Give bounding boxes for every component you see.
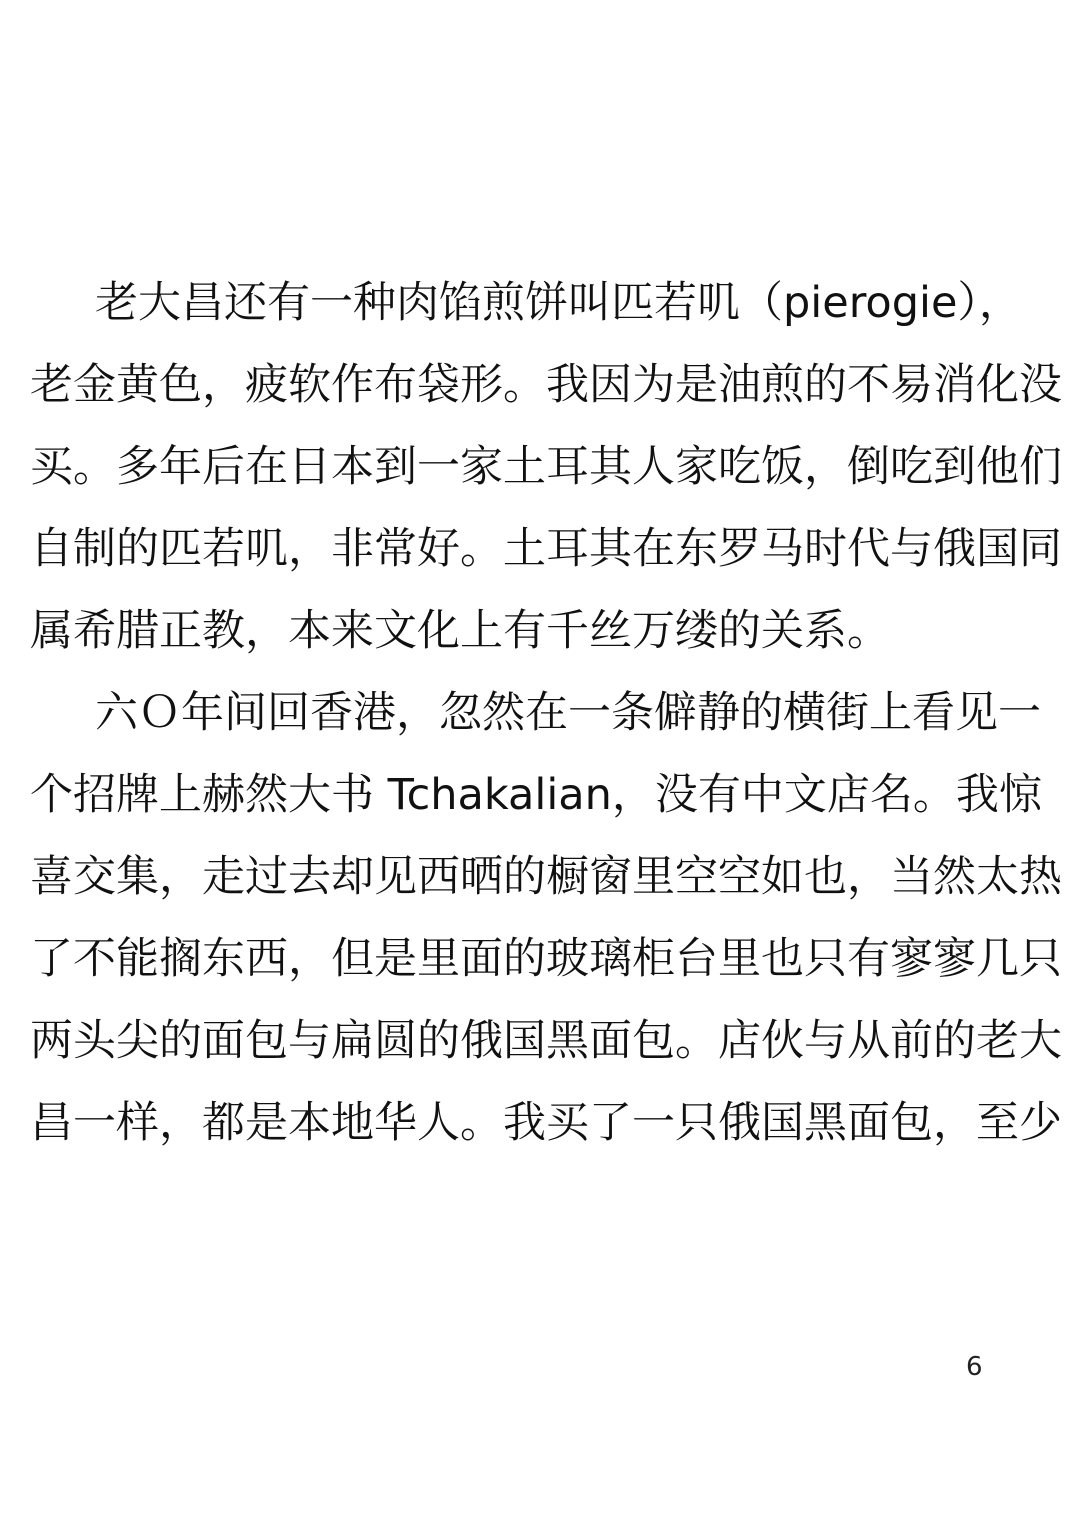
- paragraph-2-line-4: 了不能搁东西，但是里面的玻璃柜台里也只有寥寥几只: [30, 934, 1062, 984]
- paragraph-1-line-2: 老金黄色，疲软作布袋形。我因为是油煎的不易消化没: [30, 360, 1062, 410]
- paragraph-2-line-2: 个招牌上赫然大书 Tchakalian，没有中文店名。我惊: [30, 770, 1042, 820]
- paragraph-1-line-3: 买。多年后在日本到一家土耳其人家吃饭，倒吃到他们: [30, 442, 1062, 492]
- paragraph-2-line-5: 两头尖的面包与扁圆的俄国黑面包。店伙与从前的老大: [30, 1016, 1062, 1066]
- paragraph-2-line-6: 昌一样，都是本地华人。我买了一只俄国黑面包，至少: [30, 1098, 1062, 1148]
- paragraph-1-line-5: 属希腊正教，本来文化上有千丝万缕的关系。: [30, 606, 890, 656]
- paragraph-1-line-4: 自制的匹若叽，非常好。土耳其在东罗马时代与俄国同: [30, 524, 1062, 574]
- paragraph-1-line-1: 老大昌还有一种肉馅煎饼叫匹若叽（pierogie），: [95, 278, 1022, 328]
- paragraph-2-line-3: 喜交集，走过去却见西晒的橱窗里空空如也，当然太热: [30, 852, 1062, 902]
- paragraph-2-line-1: 六Ｏ年间回香港，忽然在一条僻静的横街上看见一: [95, 688, 1041, 738]
- page-number: 6: [966, 1352, 983, 1382]
